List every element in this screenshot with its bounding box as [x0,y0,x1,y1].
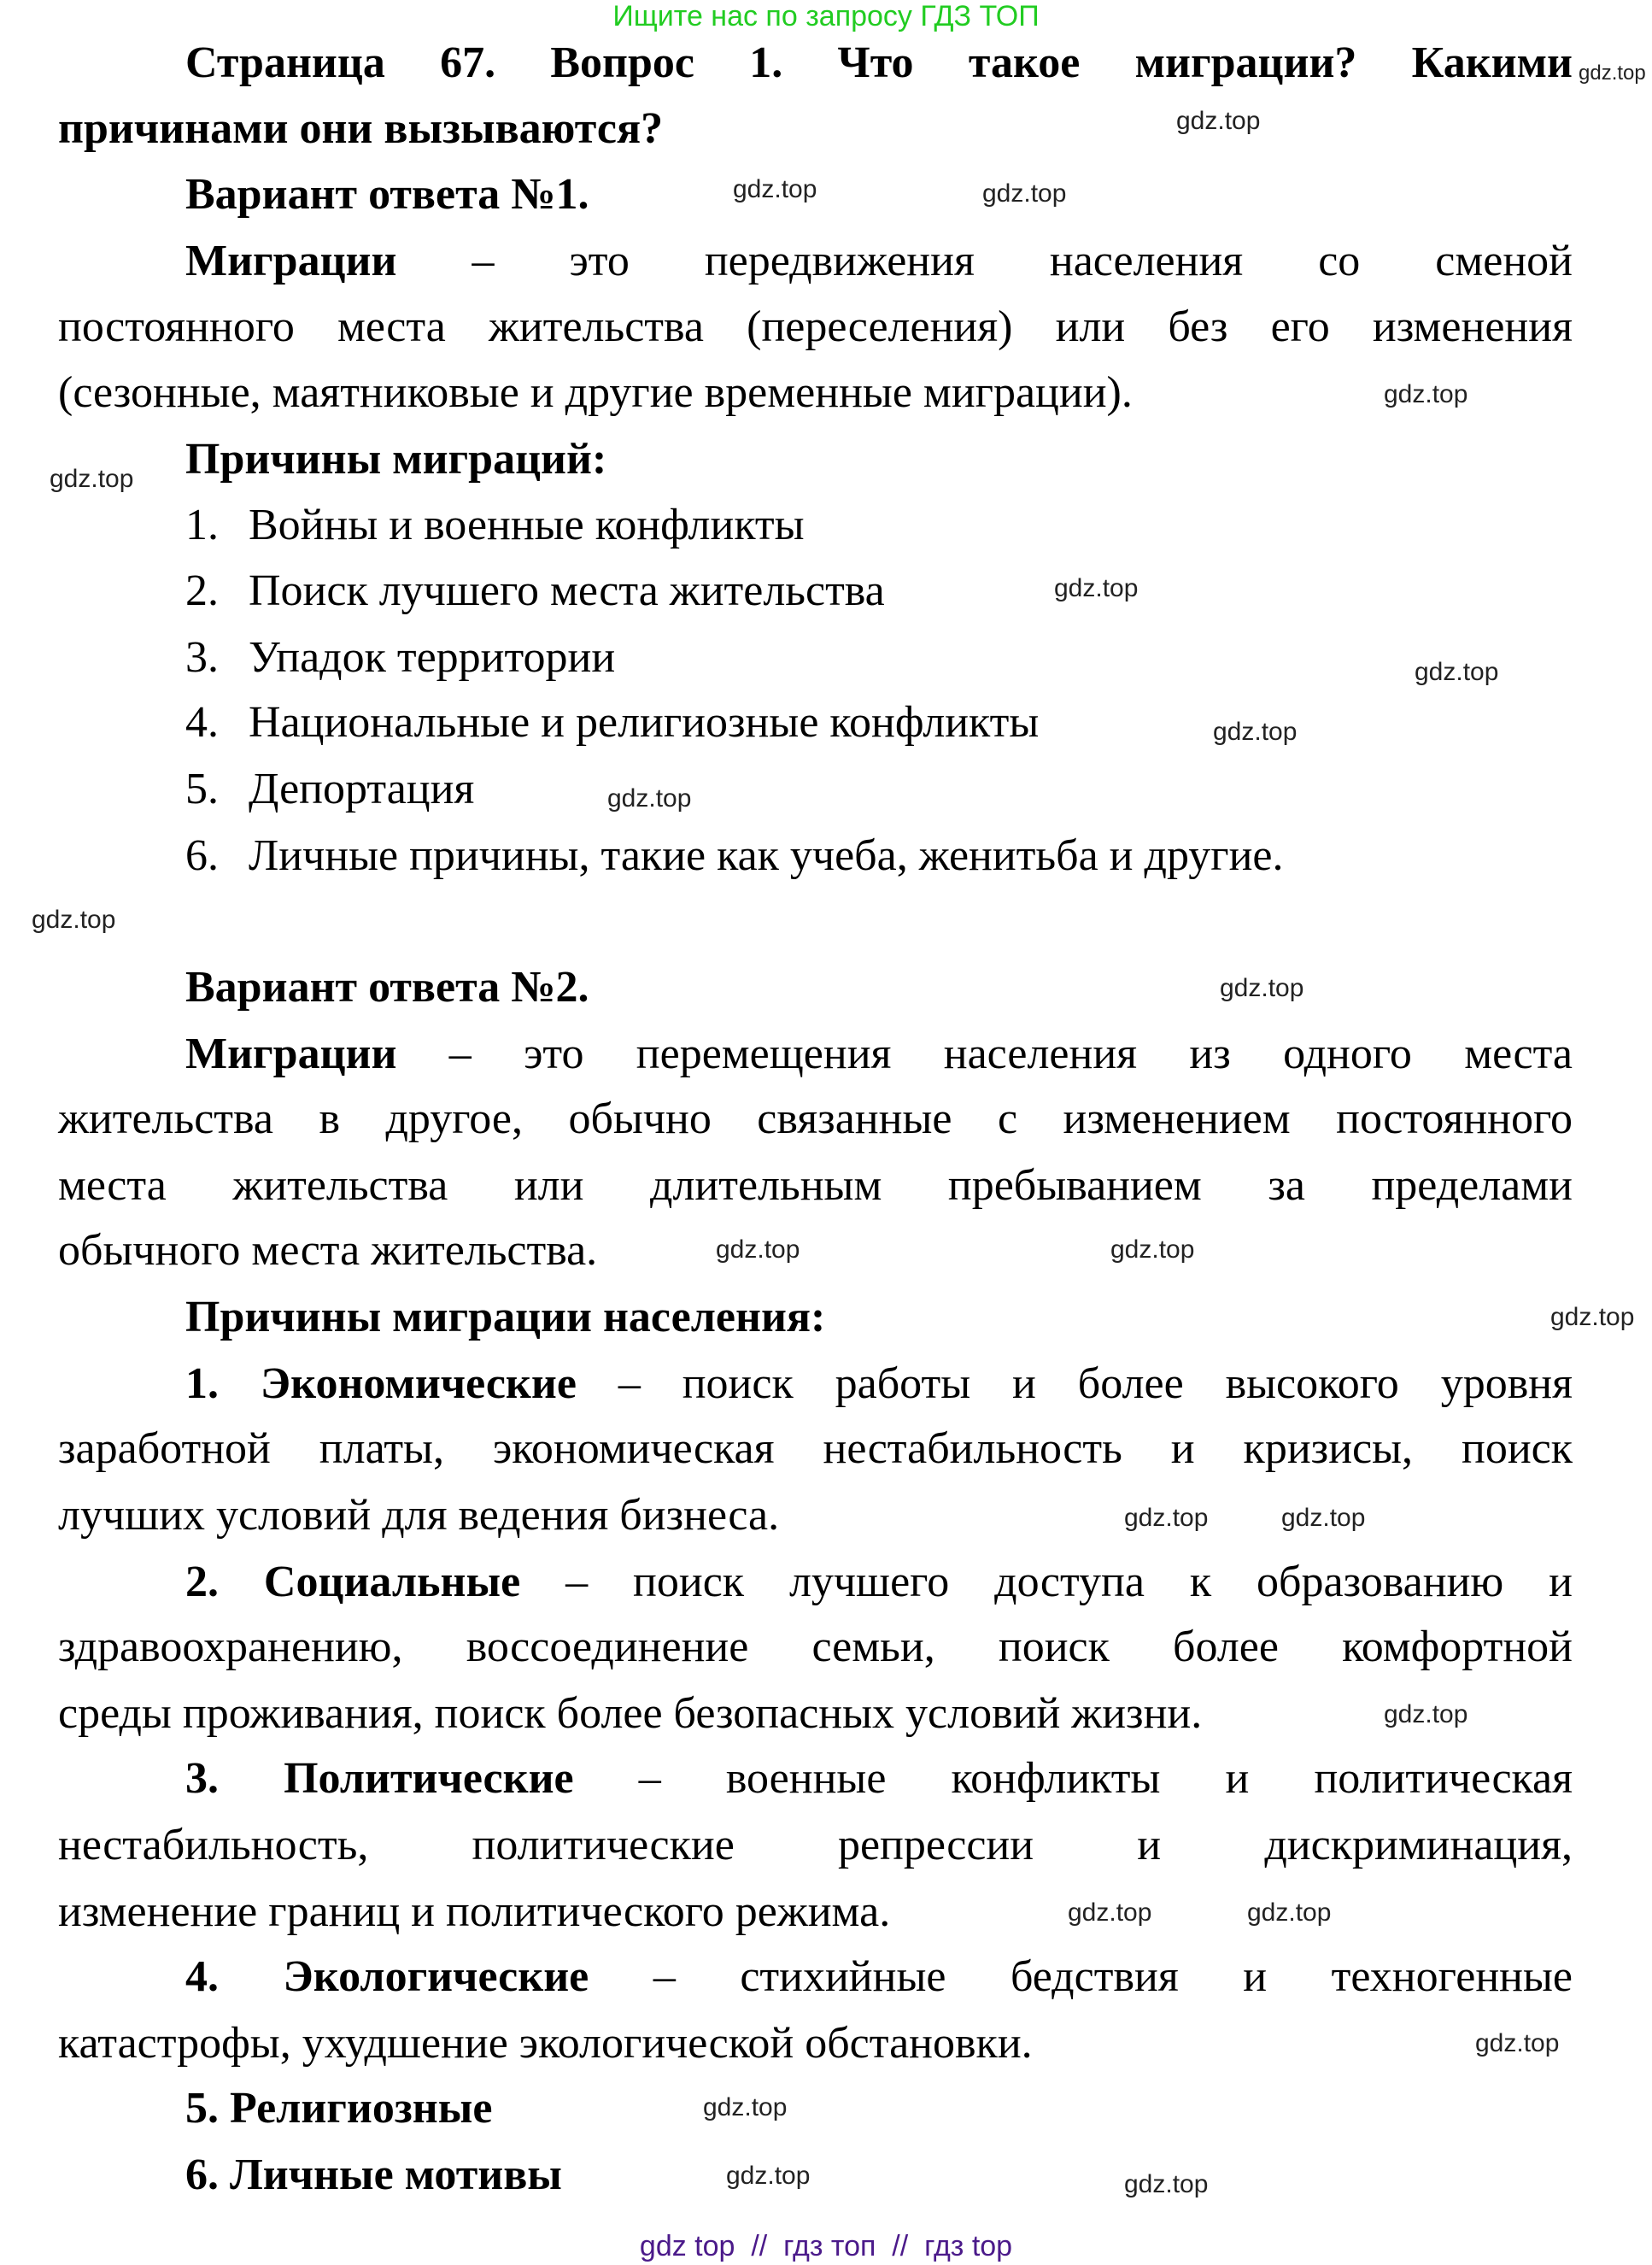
definition-line [58,1223,597,1278]
text: заработной платы, экономическая нестабильность и кризисы, поиск [58,1424,1573,1473]
list-number: 1. [185,501,219,549]
watermark: gdz.top [1213,718,1298,746]
bold-term: Миграции [185,237,397,285]
watermark: gdz.top [982,179,1067,208]
cause-paragraph-line [58,1488,779,1543]
question-title-line [58,102,663,156]
watermark: gdz.top [50,465,134,493]
watermark: gdz.top [1415,658,1499,686]
bold-term: Причины миграции населения: [185,1293,826,1341]
cause-list-item [185,695,1039,750]
watermark: gdz.top [703,2093,788,2121]
watermark: gdz.top [32,906,116,934]
watermark: gdz.top [1384,380,1468,408]
watermark: gdz.top [1247,1898,1332,1927]
watermark: gdz.top [1176,107,1261,135]
bold-term: 5. Религиозные [185,2084,493,2133]
bold-term: причинами они вызываются? [58,104,664,153]
bold-term: 2. Социальные [185,1558,521,1606]
footer-links[interactable]: gdz top // гдз топ // гдз top [639,2230,1013,2262]
cause-paragraph-line [185,1555,1573,1610]
cause-paragraph-line [58,1687,1202,1741]
cause-list-item [185,631,615,685]
text: Упадок территории [249,633,616,682]
definition-line [185,234,1573,289]
cause-title [185,2148,562,2203]
cause-list-item [185,762,474,817]
variant-heading [185,167,589,222]
text: катастрофы, ухудшение экологической обстановки. [58,2019,1033,2068]
text: постоянного места жительства (переселения) или без его изменения [58,302,1573,351]
watermark: gdz.top [1068,1898,1152,1927]
list-number: 3. [185,633,219,682]
bold-term: 6. Личные мотивы [185,2151,562,2199]
cause-paragraph-line [58,1620,1573,1675]
definition-line [58,366,1133,420]
bold-term: Страница 67. Вопрос 1. Что такое миграции? Какими [185,38,1573,87]
watermark: gdz.top [716,1235,800,1264]
search-banner: Ищите нас по запросу ГДЗ ТОП [612,0,1040,32]
question-title-line [185,36,1573,91]
text: Поиск лучшего места жительства [249,566,885,615]
cause-list-item [185,498,805,553]
list-number: 5. [185,765,219,813]
cause-paragraph-line [185,1950,1573,2004]
watermark: gdz.top [1124,2170,1209,2198]
list-number: 6. [185,831,219,880]
list-number: 4. [185,698,219,747]
bold-term: Причины миграций: [185,435,607,484]
watermark: gdz.top [1579,62,1646,85]
watermark: gdz.top [1124,1504,1209,1532]
watermark: gdz.top [1054,574,1139,602]
text: обычного места жительства. [58,1226,598,1275]
watermark: gdz.top [1475,2029,1560,2057]
cause-paragraph-line [58,2016,1033,2071]
text: – это передвижения населения со сменой [472,237,1573,285]
cause-paragraph-line [58,1422,1573,1476]
watermark: gdz.top [1384,1700,1468,1728]
text: Войны и военные конфликты [249,501,805,549]
watermark: gdz.top [1110,1235,1195,1264]
watermark: gdz.top [1550,1303,1635,1331]
bold-term: Миграции [185,1030,397,1078]
definition-line [185,1027,1573,1082]
causes-heading [185,1290,825,1345]
list-number: 2. [185,566,219,615]
definition-line [58,300,1573,355]
cause-paragraph-line [185,1752,1573,1806]
watermark: gdz.top [726,2162,811,2190]
bold-term: Вариант ответа №2. [185,963,589,1012]
text: – это перемещения населения из одного места [448,1030,1573,1078]
cause-paragraph-line [185,1357,1573,1411]
watermark: gdz.top [607,784,692,813]
causes-heading [185,432,606,487]
bold-term: 3. Политические [185,1754,574,1803]
text: здравоохранению, воссоединение семьи, поиск более комфортной [58,1622,1573,1671]
text: места жительства или длительным пребыванием за пределами [58,1161,1573,1210]
text: – поиск работы и более высокого уровня [618,1359,1573,1408]
text: – стихийные бедствия и техногенные [653,1952,1573,2001]
text: лучших условий для ведения бизнеса. [58,1491,780,1540]
text: Депортация [249,765,475,813]
bold-term: 1. Экономические [185,1359,577,1408]
cause-list-item [185,564,885,619]
text: – поиск лучшего доступа к образованию и [565,1558,1573,1606]
text: жительства в другое, обычно связанные с изменением постоянного [58,1094,1573,1143]
watermark: gdz.top [733,175,817,203]
cause-paragraph-line [58,1818,1573,1873]
definition-line [58,1159,1573,1213]
watermark: gdz.top [1220,974,1304,1002]
definition-line [58,1092,1573,1147]
watermark: gdz.top [1281,1504,1366,1532]
text: (сезонные, маятниковые и другие временные миграции). [58,368,1133,417]
bold-term: Вариант ответа №1. [185,170,589,219]
cause-paragraph-line [58,1885,890,1939]
bold-term: 4. Экологические [185,1952,589,2001]
text: изменение границ и политического режима. [58,1887,891,1936]
text: Личные причины, такие как учеба, женитьба и другие. [249,831,1284,880]
text: – военные конфликты и политическая [638,1754,1573,1803]
text: нестабильность, политические репрессии и дискриминация, [58,1821,1573,1869]
text: среды проживания, поиск более безопасных условий жизни. [58,1689,1203,1738]
variant-heading [185,960,589,1015]
cause-title [185,2081,492,2136]
text: Национальные и религиозные конфликты [249,698,1040,747]
cause-list-item [185,829,1284,883]
